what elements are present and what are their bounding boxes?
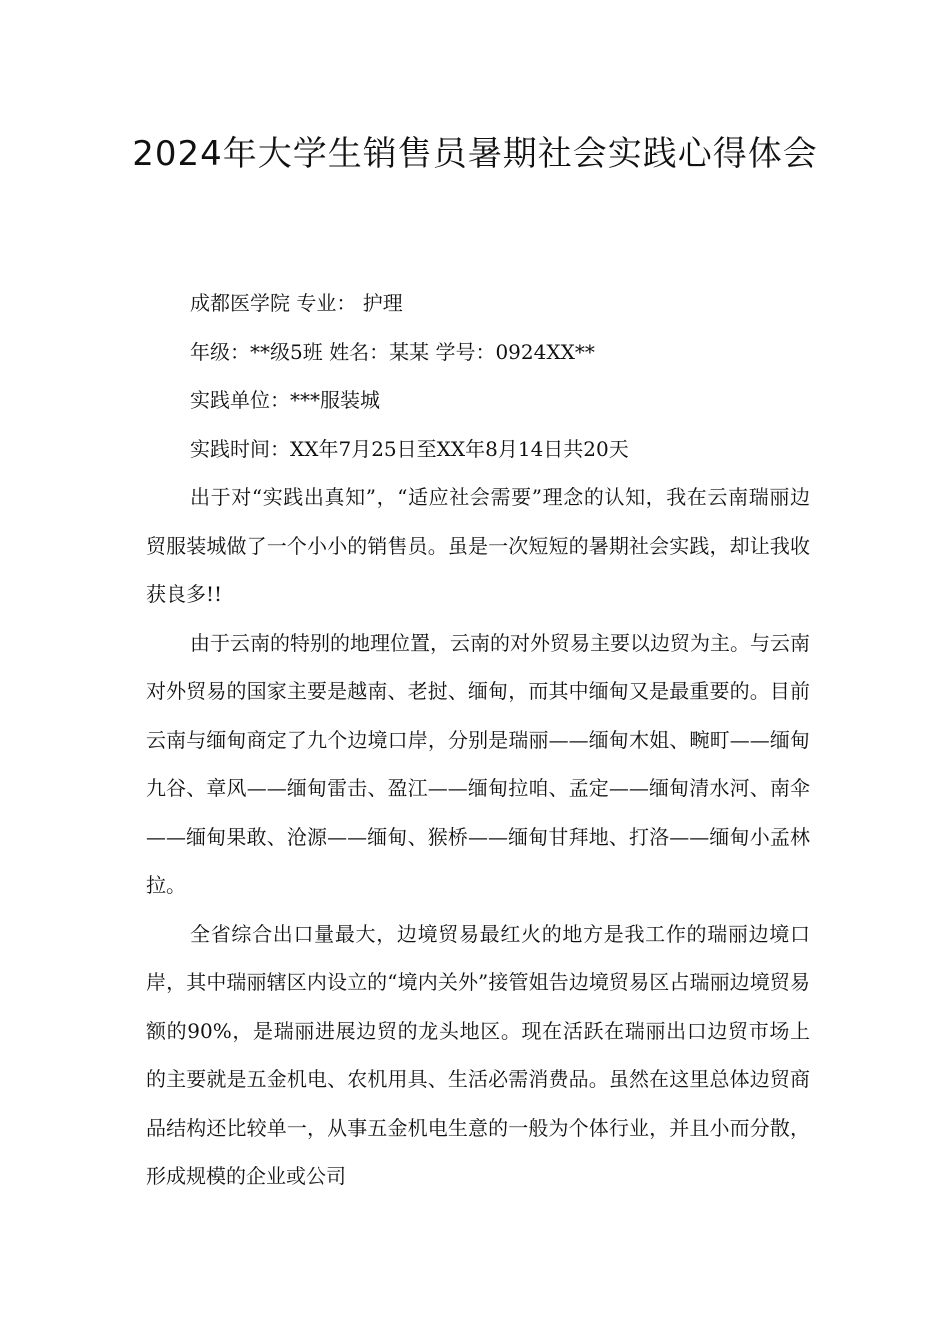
meta-practice-unit: 实践单位：***服装城 bbox=[190, 388, 380, 412]
document-title: 2024年大学生销售员暑期社会实践心得体会 bbox=[132, 134, 818, 174]
meta-school-major: 成都医学院 专业： 护理 bbox=[190, 291, 403, 315]
paragraph-ruili-trade: 全省综合出口量最大，边境贸易最红火的地方是我工作的瑞丽边境口岸，其中瑞丽辖区内设立的“境内关外”接管姐告边境贸易区占瑞丽边境贸易额的90%，是瑞丽进展边贸的龙头地区。现在活跃在瑞丽出口边贸市场上的主要就是五金机电、农机用具、生活必需消费品。虽然在这里总体边贸商品结构还比较单一，从事五金机电生意的一般为个体行业，并且小而分散，形成规模的企业或公司 bbox=[146, 921, 810, 1188]
paragraph-intro: 出于对“实践出真知”，“适应社会需要”理念的认知，我在云南瑞丽边贸服装城做了一个小小的销售员。虽是一次短短的暑期社会实践，却让我收获良多!! bbox=[146, 485, 810, 606]
paragraph-geography: 由于云南的特别的地理位置，云南的对外贸易主要以边贸为主。与云南对外贸易的国家主要是越南、老挝、缅甸，而其中缅甸又是最重要的。目前云南与缅甸商定了九个边境口岸，分别是瑞丽——缅甸木姐、畹町——缅甸九谷、章风——缅甸雷击、盈江——缅甸拉咱、孟定——缅甸清水河、南伞——缅甸果敢、沧源——缅甸、猴桥——缅甸甘拜地、打洛——缅甸小孟林拉。 bbox=[146, 630, 810, 897]
document-body bbox=[146, 279, 810, 1201]
meta-practice-time: 实践时间：XX年7月25日至XX年8月14日共20天 bbox=[190, 436, 629, 461]
meta-grade-name-id: 年级：**级5班 姓名：某某 学号：0924XX** bbox=[190, 339, 595, 364]
